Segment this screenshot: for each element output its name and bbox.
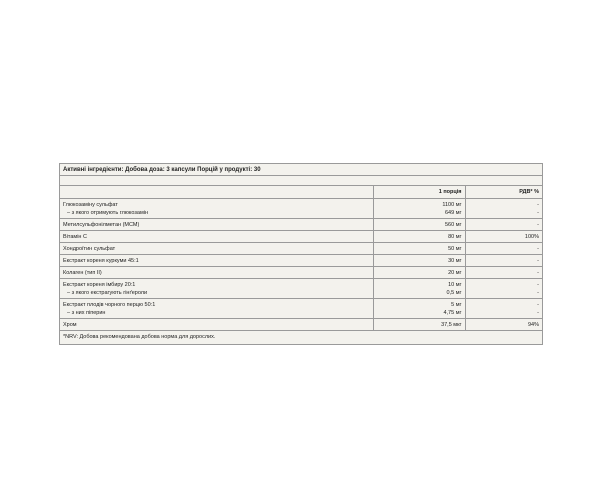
table-row <box>60 230 542 242</box>
table-row <box>60 278 542 298</box>
ingredient-sub-rdv: - <box>537 309 539 316</box>
table-row <box>60 242 542 254</box>
ingredient-name: Екстракт кореня куркуми 45:1 <box>60 254 373 266</box>
ingredient-sub-amount: 649 мг <box>445 209 462 216</box>
ingredient-rdv: - <box>537 281 539 288</box>
ingredient-name: Вітамін С <box>60 230 373 242</box>
ingredient-rdv: - <box>465 218 542 230</box>
ingredient-amount: 20 мг <box>373 266 465 278</box>
ingredient-amount: 5 мг <box>451 301 462 308</box>
table-row <box>60 318 542 330</box>
ingredient-rdv: 94% <box>527 321 539 328</box>
ingredient-name: Метилсульфонілметан (МСМ) <box>60 218 373 230</box>
ingredient-sub-name: – з них піперин <box>67 309 106 316</box>
table-row <box>60 218 542 230</box>
spacer-row <box>60 176 542 186</box>
ingredient-amount: 80 мг <box>373 230 465 242</box>
table-title: Активні інгредієнти: Добова доза: 3 капсули Порцій у продукті: 30 <box>60 164 542 176</box>
ingredient-name: Хром <box>60 318 373 330</box>
table-header-row <box>60 186 542 198</box>
ingredient-rdv: 100% <box>465 230 542 242</box>
ingredient-rdv: - <box>465 266 542 278</box>
ingredient-amount: 37,5 мкг <box>373 318 465 330</box>
ingredient-amount: 30 мг <box>373 254 465 266</box>
table-row <box>60 266 542 278</box>
table-row <box>60 198 542 218</box>
ingredient-amount: 10 мг <box>448 281 462 288</box>
footnote: *NRV: Добова рекомендована добова норма для дорослих. <box>60 330 542 344</box>
ingredient-amount: 50 мг <box>373 242 465 254</box>
ingredient-sub-amount: 4,75 мг <box>443 309 462 316</box>
ingredient-name: Колаген (тип II) <box>60 266 373 278</box>
ingredient-sub-rdv: - <box>537 289 539 296</box>
header-rdv: РДВ* % <box>465 186 542 198</box>
table-row <box>60 254 542 266</box>
header-ingredient <box>60 186 373 198</box>
ingredients-table <box>60 186 542 330</box>
ingredient-amount: 1100 мг <box>442 201 462 208</box>
ingredient-sub-name: – з якого екстрагують гінґероли <box>67 289 148 296</box>
supplement-facts-table <box>59 163 543 345</box>
ingredient-sub-name: – з якого отримують глюкозамін <box>67 209 149 216</box>
header-serving: 1 порція <box>373 186 465 198</box>
ingredient-rdv: - <box>537 301 539 308</box>
ingredient-rdv: - <box>537 201 539 208</box>
ingredient-name: Глюкозаміну сульфат <box>63 201 118 208</box>
ingredient-name: Екстракт кореня імбиру 20:1 <box>63 281 136 288</box>
ingredient-sub-amount: 0,5 мг <box>446 289 462 296</box>
ingredient-rdv: - <box>465 254 542 266</box>
ingredient-name: Екстракт плодів чорного перцю 50:1 <box>63 301 156 308</box>
ingredient-rdv: - <box>465 242 542 254</box>
table-row <box>60 298 542 318</box>
ingredient-sub-rdv: - <box>537 209 539 216</box>
ingredient-amount: 560 мг <box>373 218 465 230</box>
ingredient-name: Хондроїтин сульфат <box>60 242 373 254</box>
